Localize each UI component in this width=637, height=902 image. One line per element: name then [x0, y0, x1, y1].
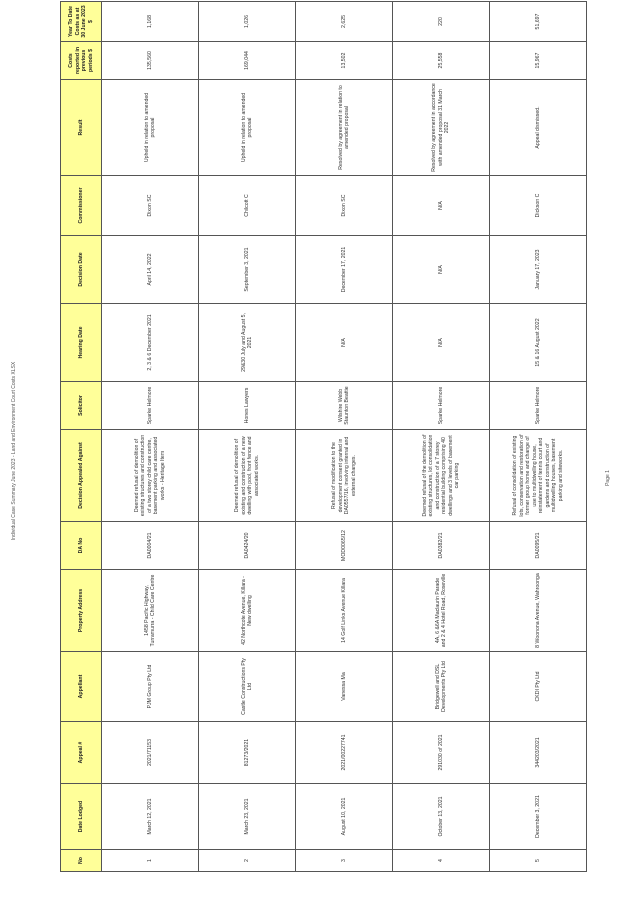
- cell-result: Resolved by agreement in relation to amended proposal: [296, 80, 393, 176]
- cell-result: Upheld in relation to amended proposal: [199, 80, 296, 176]
- col-header-solicitor: Solicitor: [61, 382, 102, 430]
- cell-decision-date: September 3, 2021: [199, 236, 296, 304]
- table-row: [102, 2, 199, 872]
- cell-commissioner: Dixon SC: [296, 176, 393, 236]
- cell-date-lodged: August 10, 2021: [296, 784, 393, 850]
- cell-costs-ytd: 51,697: [490, 2, 587, 42]
- cell-decision-date: January 17, 2023: [490, 236, 587, 304]
- col-header-costs-previous: Costs reported in previous periods $: [61, 42, 102, 80]
- cell-no: 1: [102, 850, 199, 872]
- cell-property-address: 1458 Pacific Highway, Turramurra - Child Care Centre: [102, 570, 199, 652]
- cell-costs-previous: 169,044: [199, 42, 296, 80]
- cell-solicitor: Wilshire Webb Staunton Beattie: [296, 382, 393, 430]
- cell-costs-previous: 135,560: [102, 42, 199, 80]
- cell-costs-previous: 15,967: [490, 42, 587, 80]
- cell-costs-ytd: 1,168: [102, 2, 199, 42]
- cell-solicitor: Hones Lawyers: [199, 382, 296, 430]
- cell-commissioner: Dixon SC: [102, 176, 199, 236]
- cell-hearing-date: N/A: [393, 304, 490, 382]
- cell-appellant: Bridgewell and DSL Developments Pty Ltd: [393, 652, 490, 722]
- cost-summary-table: [60, 1, 587, 872]
- cell-hearing-date: 29&30 July and August 5, 2021: [199, 304, 296, 382]
- cell-appellant: PJM Group Pty Ltd: [102, 652, 199, 722]
- cell-commissioner: N/A: [393, 176, 490, 236]
- cell-costs-previous: 13,502: [296, 42, 393, 80]
- cell-da-no: MOD0065/12: [296, 522, 393, 570]
- cell-appellant: Vanessa Ma: [296, 652, 393, 722]
- col-header-costs-ytd: Year To Date Costs as at 30 June 2023 $: [61, 2, 102, 42]
- cell-no: 3: [296, 850, 393, 872]
- col-header-date-lodged: Date Lodged: [61, 784, 102, 850]
- cell-decision-date: April 14, 2022: [102, 236, 199, 304]
- col-header-appeal: Appeal #: [61, 722, 102, 784]
- document-header-text: Individual Case Summary June 2023 - Land and Environment Court Costs XLSX: [11, 361, 17, 541]
- cell-decision-date: N/A: [393, 236, 490, 304]
- cell-property-address: 14 Golf Links Avenue Killara: [296, 570, 393, 652]
- col-header-no: No: [61, 850, 102, 872]
- col-header-commissioner: Commissioner: [61, 176, 102, 236]
- cell-appeal: 81273/2021: [199, 722, 296, 784]
- col-header-decision-appealed: Decision Appealed Against: [61, 430, 102, 522]
- cell-result: Appeal dismissed.: [490, 80, 587, 176]
- cell-hearing-date: 15 & 16 August 2022: [490, 304, 587, 382]
- cell-appellant: Castle Constructions Pty Ltd: [199, 652, 296, 722]
- cell-appeal: 2021/71153: [102, 722, 199, 784]
- cell-result: Resolved by agreement in accordance with amended proposal 31 March 2022: [393, 80, 490, 176]
- col-header-result: Result: [61, 80, 102, 176]
- table-row: [199, 2, 296, 872]
- col-header-da-no: DA No: [61, 522, 102, 570]
- cell-result: Upheld in relation to amended proposal: [102, 80, 199, 176]
- cell-costs-previous: 25,558: [393, 42, 490, 80]
- table-container: [60, 5, 587, 872]
- cell-date-lodged: March 12, 2021: [102, 784, 199, 850]
- col-header-property-address: Property Address: [61, 570, 102, 652]
- cell-commissioner: Dickson C: [490, 176, 587, 236]
- cell-no: 4: [393, 850, 490, 872]
- cell-date-lodged: December 3, 2021: [490, 784, 587, 850]
- cell-date-lodged: October 13, 2021: [393, 784, 490, 850]
- cell-appeal: 344203/2021: [490, 722, 587, 784]
- table-row: [393, 2, 490, 872]
- cell-decision-date: December 17, 2021: [296, 236, 393, 304]
- col-header-appellant: Appellant: [61, 652, 102, 722]
- cell-solicitor: Sparke Helmore: [393, 382, 490, 430]
- cell-appeal: 2021/00227741: [296, 722, 393, 784]
- col-header-decision-date: Decision Date: [61, 236, 102, 304]
- cell-solicitor: Sparke Helmore: [102, 382, 199, 430]
- cell-property-address: 8 Woonona Avenue, Wahroonga: [490, 570, 587, 652]
- header-row: [61, 2, 102, 872]
- table-row: [490, 2, 587, 872]
- cell-appellant: CKDI Pty Ltd: [490, 652, 587, 722]
- table-row: [296, 2, 393, 872]
- cell-da-no: DA0382/21: [393, 522, 490, 570]
- cell-decision-appealed: Deemed refusal of demolition of existing structures and construction of a two storey child care centre, basement parking and associated works - Heritage Item: [102, 430, 199, 522]
- cell-date-lodged: March 23, 2021: [199, 784, 296, 850]
- cell-hearing-date: 2, 3 & 6 December 2021: [102, 304, 199, 382]
- cell-decision-appealed: Deemed refusal of the demolition of existing structures, lot consolidation and construction of a 7 storey residential building comprising 40 dwellings and 3 levels of basement car parking: [393, 430, 490, 522]
- cell-property-address: 4A, 6 &6A Maclaurin Parade and 2 & 4 Hotel Road, Roseville: [393, 570, 490, 652]
- cell-hearing-date: N/A: [296, 304, 393, 382]
- cell-solicitor: Sparke Helmore: [490, 382, 587, 430]
- cell-decision-appealed: Refusal of modification to the development consent granted in DA0557/16, involving internal and external changes.: [296, 430, 393, 522]
- cell-decision-appealed: Deemed refusal of demolition of existing and construction of a new dwelling with pool, front fence and associated works.: [199, 430, 296, 522]
- cell-costs-ytd: 1,026: [199, 2, 296, 42]
- page-number-text: Page 1: [605, 470, 611, 486]
- cell-da-no: DA0424/20: [199, 522, 296, 570]
- cell-costs-ytd: 2,625: [296, 2, 393, 42]
- cell-decision-appealed: Refusal of consolidation of existing lots, conservation and restoration of former group home and change of use to multidwelling house, reinstatement of tennis court and gardens and construction of multidwelling houses, basement parking and siteworks.: [490, 430, 587, 522]
- cell-costs-ytd: 220: [393, 2, 490, 42]
- cell-appeal: 291030 of 2021: [393, 722, 490, 784]
- cell-da-no: DA0095/21: [490, 522, 587, 570]
- cell-commissioner: Chilcott C: [199, 176, 296, 236]
- cell-no: 2: [199, 850, 296, 872]
- rotated-table: [60, 5, 587, 872]
- cell-property-address: 42 Northcote Avenue, Killara - New dwelling: [199, 570, 296, 652]
- cell-no: 5: [490, 850, 587, 872]
- col-header-hearing-date: Hearing Date: [61, 304, 102, 382]
- cell-da-no: DA0004/21: [102, 522, 199, 570]
